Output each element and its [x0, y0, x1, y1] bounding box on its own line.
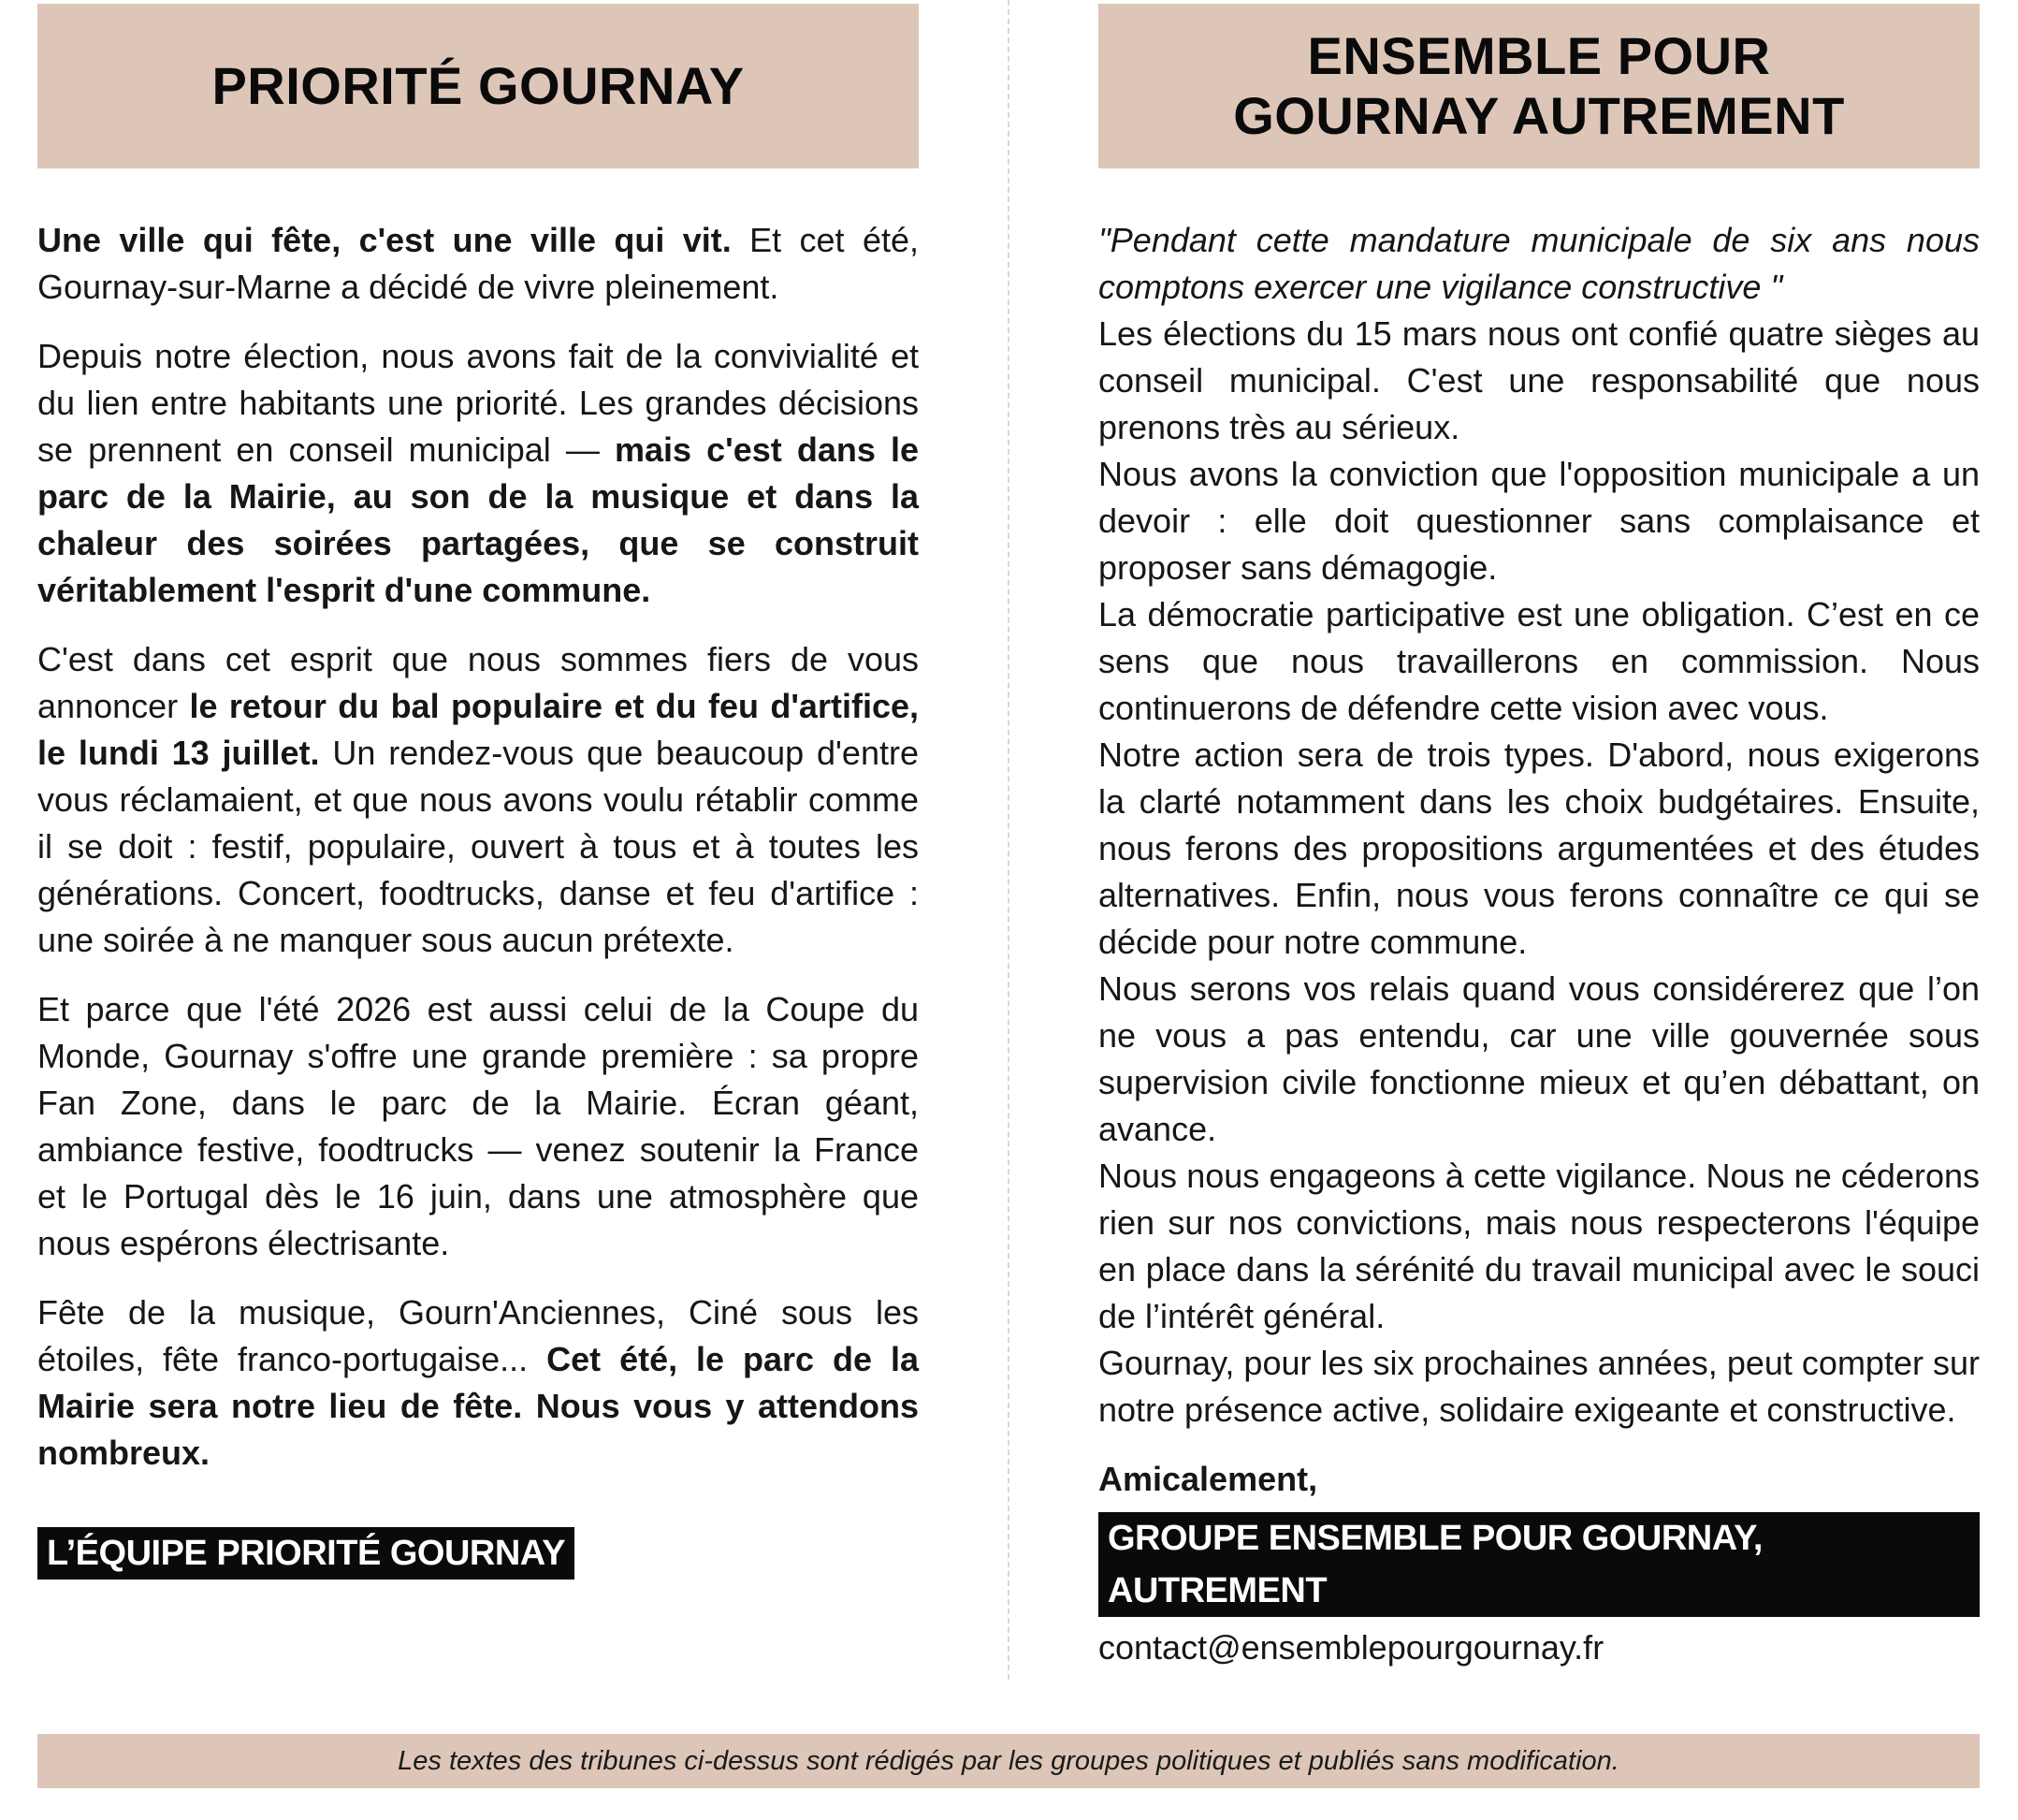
left-paragraph-5 — [37, 1289, 919, 1477]
left-p3-bold: le retour du bal populaire et du feu d'artifice, le lundi 13 juillet. — [37, 687, 919, 772]
right-paragraph-3: La démocratie participative est une obligation. C’est en ce sens que nous travaillerons en commission. Nous continuerons de défendre cette vision avec vous. — [1098, 595, 1980, 727]
right-paragraph-4: Notre action sera de trois types. D'abord, nous exigerons la clarté notamment dans les choix budgétaires. Ensuite, nous ferons des propositions argumentées et des études alternatives. Enfin, nous vous ferons connaître ce qui se décide pour notre commune. — [1098, 735, 1980, 961]
left-p3-text2: Un rendez-vous que beaucoup d'entre vous réclamaient, et que nous avons voulu rétablir comme il se doit : festif, populaire, ouvert à tous et à toutes les générations. Concert, foodtrucks, danse et feu d'artifice : une soirée à ne manquer sous aucun prétexte. — [37, 734, 919, 959]
right-closing: Amicalement, — [1098, 1460, 1318, 1498]
right-title — [1233, 26, 1845, 146]
right-body — [1098, 217, 1980, 1434]
right-paragraph-2: Nous avons la conviction que l'opposition municipale a un devoir : elle doit questionner sans complaisance et proposer sans démagogie. — [1098, 455, 1980, 587]
right-paragraph-7: Gournay, pour les six prochaines années, peut compter sur notre présence active, solidaire exigeante et constructive. — [1098, 1344, 1980, 1429]
footer-note: Les textes des tribunes ci-dessus sont rédigés par les groupes politiques et publiés sans modification. — [398, 1745, 1619, 1776]
column-divider — [1008, 0, 1009, 1680]
left-paragraph-3 — [37, 636, 919, 964]
left-title: PRIORITÉ GOURNAY — [211, 56, 745, 115]
left-p2-text: Depuis notre élection, nous avons fait de la convivialité et du lien entre habitants une priorité. Les grandes décisions se prennent en conseil municipal — — [37, 337, 919, 469]
footer-disclaimer — [37, 1734, 1980, 1788]
right-paragraph-6: Nous nous engageons à cette vigilance. Nous ne céderons rien sur nos convictions, mais nous respecterons l'équipe en place dans la sérénité du travail municipal avec le souci de l’intérêt général. — [1098, 1157, 1980, 1335]
left-body — [37, 217, 919, 1477]
right-header — [1098, 4, 1980, 168]
tribune-left-column — [37, 4, 919, 1580]
left-header — [37, 4, 919, 168]
left-paragraph-2 — [37, 333, 919, 614]
right-quote: "Pendant cette mandature municipale de six ans nous comptons exercer une vigilance constructive " — [1098, 221, 1980, 306]
right-contact-email: contact@ensemblepourgournay.fr — [1098, 1628, 1604, 1667]
right-title-line-2: GOURNAY AUTREMENT — [1233, 86, 1845, 145]
right-title-line-1: ENSEMBLE POUR — [1307, 26, 1771, 85]
right-signature-badge: GROUPE ENSEMBLE POUR GOURNAY, AUTREMENT — [1098, 1512, 1980, 1617]
left-p1-text: Et cet été, Gournay-sur-Marne a décidé de vivre pleinement. — [37, 221, 919, 306]
tribune-right-column — [1098, 4, 1980, 1671]
left-p1-bold: Une ville qui fête, c'est une ville qui vit. — [37, 221, 732, 259]
left-p5-bold: Cet été, le parc de la Mairie sera notre lieu de fête. Nous vous y attendons nombreux. — [37, 1340, 919, 1472]
left-p4-text: Et parce que l'été 2026 est aussi celui de la Coupe du Monde, Gournay s'offre une grande première : sa propre Fan Zone, dans le parc de la Mairie. Écran géant, ambiance festive, foodtrucks — venez soutenir la France et le Portugal dès le 16 juin, dans une atmosphère que nous espérons électrisante. — [37, 990, 919, 1262]
left-p3-text1: C'est dans cet esprit que nous sommes fiers de vous annoncer — [37, 640, 919, 725]
right-paragraph-5: Nous serons vos relais quand vous considérerez que l’on ne vous a pas entendu, car une ville gouvernée sous supervision civile fonctionne mieux et qu’en débattant, on avance. — [1098, 969, 1980, 1148]
left-p5-text: Fête de la musique, Gourn'Anciennes, Ciné sous les étoiles, fête franco-portugaise... — [37, 1293, 919, 1378]
right-paragraph-1: Les élections du 15 mars nous ont confié quatre sièges au conseil municipal. C'est une responsabilité que nous prenons très au sérieux. — [1098, 314, 1980, 446]
left-paragraph-4 — [37, 986, 919, 1267]
left-signature-badge: L’ÉQUIPE PRIORITÉ GOURNAY — [37, 1527, 574, 1580]
left-p2-bold: mais c'est dans le parc de la Mairie, au son de la musique et dans la chaleur des soirées partagées, que se construit véritablement l'esprit d'une commune. — [37, 430, 919, 609]
left-paragraph-1 — [37, 217, 919, 311]
